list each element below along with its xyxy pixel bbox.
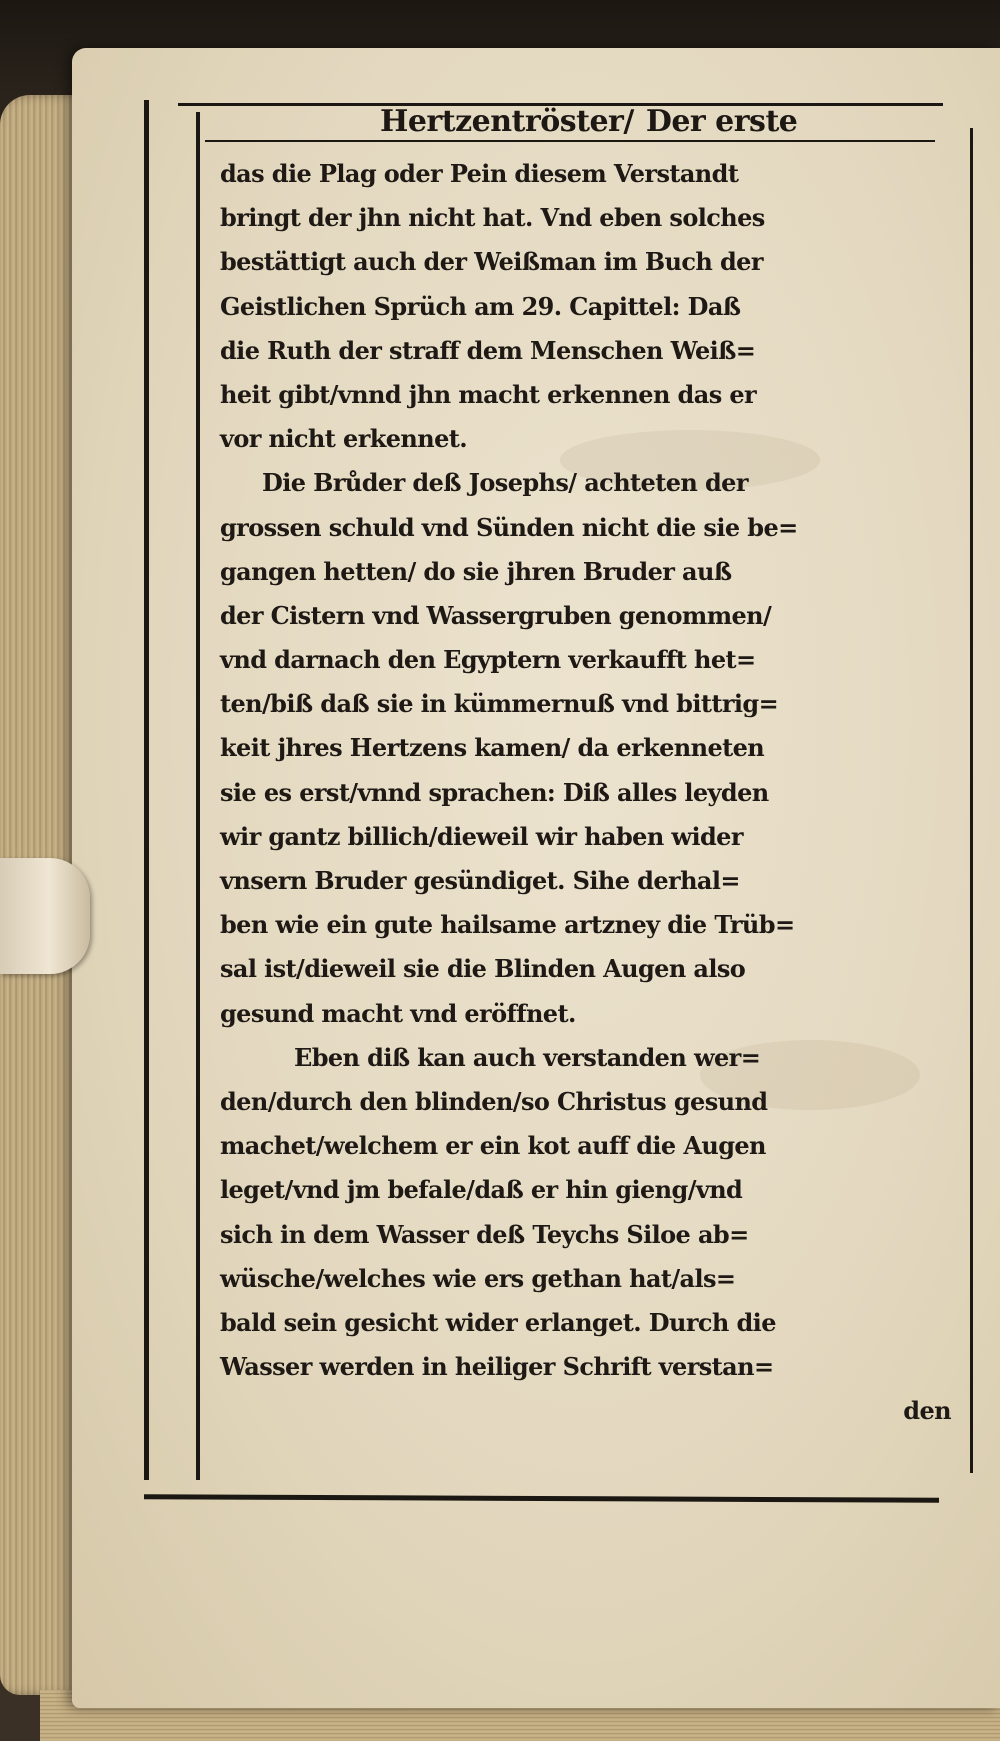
text-line: sal ist/dieweil sie die Blinden Augen also bbox=[220, 954, 746, 984]
text-line: keit jhres Hertzens kamen/ da erkenneten bbox=[220, 733, 765, 763]
running-head bbox=[380, 104, 840, 144]
running-head-right: Der erste bbox=[645, 104, 798, 139]
text-line: der Cistern vnd Wassergruben genommen/ bbox=[220, 600, 772, 630]
text-line: wir gantz billich/dieweil wir haben wider bbox=[220, 821, 743, 851]
text-line: sich in dem Wasser deß Teychs Siloe ab= bbox=[220, 1219, 749, 1249]
text-line: ben wie ein gute hailsame artzney die Trüb= bbox=[220, 910, 795, 940]
text-line: Wasser werden in heiliger Schrift verstan= bbox=[220, 1352, 774, 1382]
text-line: vnsern Bruder gesündiget. Sihe derhal= bbox=[220, 866, 740, 895]
catchword: den bbox=[903, 1396, 951, 1426]
page-marker-tab[interactable] bbox=[0, 858, 90, 974]
text-line: leget/vnd jm befale/daß er hin gieng/vnd bbox=[220, 1175, 743, 1205]
text-line: ten/biß daß sie in kümmernuß vnd bittrig= bbox=[220, 689, 779, 719]
text-line: Geistlichen Sprüch am 29. Capittel: Daß bbox=[220, 291, 741, 321]
frame-rule-right bbox=[970, 128, 973, 1473]
text-line: den/durch den blinden/so Christus gesund bbox=[220, 1086, 768, 1116]
body-text bbox=[220, 152, 965, 1433]
frame-rule-left-inner bbox=[196, 112, 200, 1480]
text-line: heit gibt/vnnd jhn macht erkennen das er bbox=[220, 379, 757, 409]
text-line: vor nicht erkennet. bbox=[220, 424, 468, 454]
text-line: bald sein gesicht wider erlanget. Durch die bbox=[220, 1307, 776, 1337]
text-line: Die Brůder deß Josephs/ achteten der bbox=[262, 468, 748, 498]
text-line: grossen schuld vnd Sünden nicht die sie be= bbox=[220, 512, 798, 542]
text-line: machet/welchem er ein kot auff die Augen bbox=[220, 1131, 766, 1161]
text-line: bringt der jhn nicht hat. Vnd eben solches bbox=[220, 203, 765, 233]
text-line: die Ruth der straff dem Menschen Weiß= bbox=[220, 335, 756, 365]
text-line: wüsche/welches wie ers gethan hat/als= bbox=[220, 1263, 736, 1293]
text-line: Eben diß kan auch verstanden wer= bbox=[294, 1042, 761, 1072]
text-line: das die Plag oder Pein diesem Verstandt bbox=[220, 159, 739, 188]
text-line: vnd darnach den Egyptern verkaufft het= bbox=[220, 645, 756, 675]
text-line: sie es erst/vnnd sprachen: Diß alles leyden bbox=[220, 777, 769, 807]
frame-rule-left-outer bbox=[144, 100, 149, 1480]
text-line: gesund macht vnd eröffnet. bbox=[220, 998, 576, 1028]
text-line: bestättigt auch der Weißman im Buch der bbox=[220, 247, 763, 277]
text-line: gangen hetten/ do sie jhren Bruder auß bbox=[220, 556, 732, 586]
running-head-left: Hertzentröster/ bbox=[380, 104, 634, 139]
